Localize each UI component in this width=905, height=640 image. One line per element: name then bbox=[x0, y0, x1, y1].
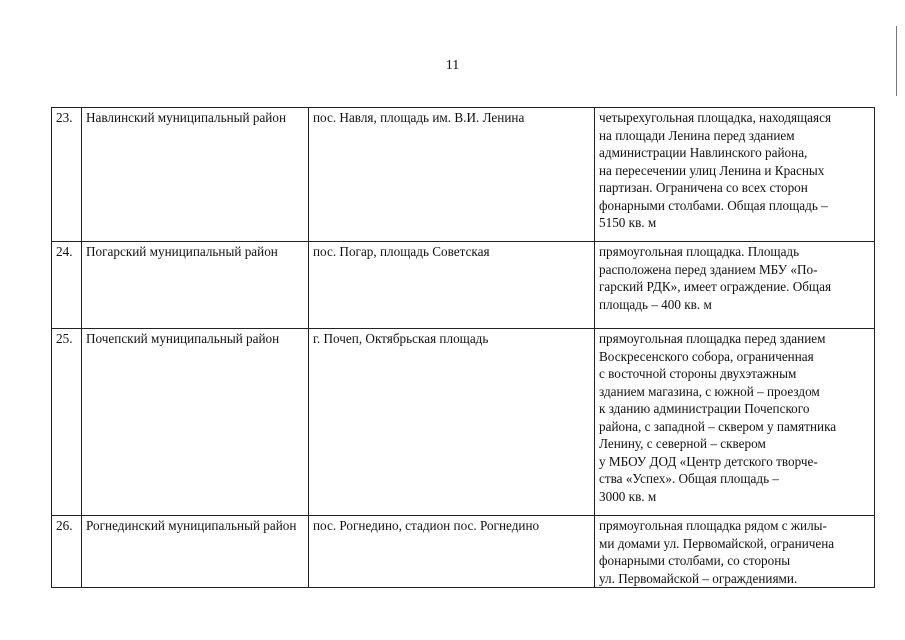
squares-table bbox=[51, 107, 875, 588]
location-name: пос. Погар, площадь Советская bbox=[309, 242, 595, 329]
row-number: 23. bbox=[52, 108, 82, 242]
description-line: расположена перед зданием МБУ «По- bbox=[599, 261, 818, 277]
square-description bbox=[595, 329, 875, 516]
square-description bbox=[595, 516, 875, 588]
description-line: 3000 кв. м bbox=[599, 488, 657, 504]
table-row bbox=[52, 242, 875, 329]
description-line: площадь – 400 кв. м bbox=[599, 296, 712, 312]
district-name: Рогнединский муниципальный район bbox=[82, 516, 309, 588]
description-line: фонарными столбами, со стороны bbox=[599, 553, 791, 568]
description-line: гарский РДК», имеет ограждение. Общая bbox=[599, 279, 832, 294]
description-line: Ленину, с северной – сквером bbox=[599, 436, 766, 451]
row-number: 24. bbox=[52, 242, 82, 329]
district-name: Почепский муниципальный район bbox=[82, 329, 309, 516]
location-name: пос. Рогнедино, стадион пос. Рогнедино bbox=[309, 516, 595, 588]
table-row bbox=[52, 329, 875, 516]
page-number: 11 bbox=[445, 58, 460, 73]
table-row bbox=[52, 516, 875, 588]
description-line: партизан. Ограничена со всех сторон bbox=[599, 180, 808, 195]
description-line: четырехугольная площадка, находящаяся bbox=[599, 110, 832, 125]
square-description bbox=[595, 108, 875, 242]
table-row bbox=[52, 108, 875, 242]
district-name: Погарский муниципальный район bbox=[82, 242, 309, 329]
description-line: прямоугольная площадка. Площадь bbox=[599, 244, 800, 259]
description-line: администрации Навлинского района, bbox=[599, 145, 808, 160]
description-line: прямоугольная площадка перед зданием bbox=[599, 331, 826, 346]
district-name: Навлинский муниципальный район bbox=[82, 108, 309, 242]
square-description bbox=[595, 242, 875, 329]
description-line: на площади Ленина перед зданием bbox=[599, 127, 795, 143]
row-number: 25. bbox=[52, 329, 82, 516]
location-name: г. Почеп, Октябрьская площадь bbox=[309, 329, 595, 516]
description-line: ства «Успех». Общая площадь – bbox=[599, 471, 779, 486]
description-line: у МБОУ ДОД «Центр детского творче- bbox=[599, 453, 818, 469]
description-line: с восточной стороны двухэтажным bbox=[599, 366, 797, 381]
description-line: района, с западной – сквером у памятника bbox=[599, 418, 837, 434]
description-line: ул. Первомайской – ограждениями. bbox=[599, 570, 798, 586]
description-line: 5150 кв. м bbox=[599, 215, 657, 230]
description-line: фонарными столбами. Общая площадь – bbox=[599, 197, 828, 213]
description-line: прямоугольная площадка рядом с жилы- bbox=[599, 518, 827, 533]
row-number: 26. bbox=[52, 516, 82, 588]
description-line: на пересечении улиц Ленина и Красных bbox=[599, 162, 825, 178]
location-name: пос. Навля, площадь им. В.И. Ленина bbox=[309, 108, 595, 242]
description-line: ми домами ул. Первомайской, ограничена bbox=[599, 535, 835, 551]
description-line: к зданию администрации Почепского bbox=[599, 401, 810, 416]
description-line: зданием магазина, с южной – проездом bbox=[599, 383, 820, 399]
scan-edge-line bbox=[896, 26, 897, 96]
description-line: Воскресенского собора, ограниченная bbox=[599, 348, 814, 364]
